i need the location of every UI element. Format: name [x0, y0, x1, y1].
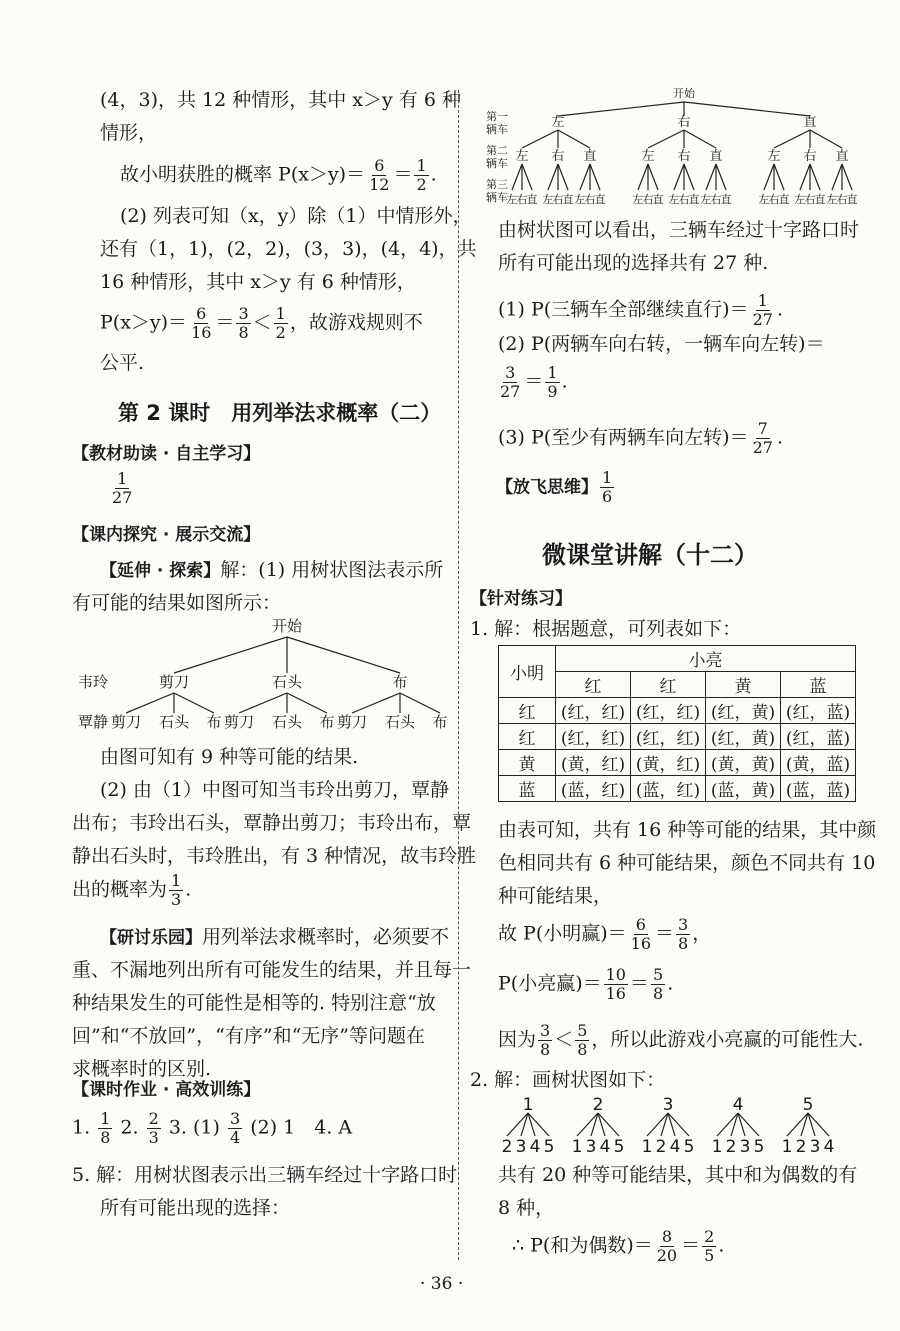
tree-leaf: 3 — [585, 1137, 597, 1157]
tree-branch — [174, 637, 287, 673]
compare-text: 因为 — [498, 1028, 537, 1051]
row-header: 红 — [499, 724, 556, 750]
tree-root: 4 — [732, 1095, 744, 1115]
left-line-6: 16 种情形，其中 x＞y 有 6 种情形， — [100, 271, 416, 293]
prob-text: (1) P(三辆车全部继续直行)＝ — [498, 298, 749, 321]
tree-leaf: 右 — [584, 193, 596, 206]
tree-leaf: 4 — [669, 1137, 681, 1157]
table-cell: (红，红) — [556, 698, 631, 724]
q2-line: 2. 解：画树状图如下： — [470, 1069, 666, 1091]
fraction: $\frac{7}{27}$ — [752, 419, 773, 457]
tree-leaf: 剪刀 — [336, 713, 368, 731]
tree-row-label: 覃静 — [78, 713, 109, 731]
tree-node: 直 — [835, 149, 849, 164]
tree-branch — [684, 102, 810, 116]
tree-branch — [774, 164, 784, 190]
tree-root: 开始 — [673, 87, 695, 100]
prob-text: ∴ P(和为偶数)＝ — [512, 1234, 653, 1257]
fraction: $\frac{1}{27}$ — [752, 291, 773, 329]
fraction: $\frac{5}{8}$ — [653, 965, 664, 1003]
table-row — [499, 750, 856, 776]
discussion-label: 【研讨乐园】 — [100, 928, 202, 948]
para-1: 由图可知有 9 种等可能的结果. — [100, 746, 359, 768]
discussion-line-1 — [100, 925, 449, 950]
answer-label: 2. — [120, 1116, 139, 1139]
tree-leaf: 左 — [700, 193, 712, 206]
col-header: 红 — [556, 672, 631, 698]
tree-leaf: 右 — [552, 193, 564, 206]
fraction: $\frac{6}{12}$ — [369, 156, 390, 194]
tree-leaf: 左 — [542, 193, 554, 206]
tree-branch — [400, 693, 440, 713]
tree-node: 石头 — [271, 673, 303, 691]
table-cell: (黄，黄) — [706, 750, 781, 776]
tree-leaf: 直 — [814, 193, 826, 206]
fly-thinking — [496, 469, 616, 506]
fraction: $\frac{2}{5}$ — [704, 1227, 715, 1265]
tree-branch — [674, 164, 684, 190]
tree-branch — [684, 130, 716, 148]
tree-row-label: 第三 — [486, 178, 508, 191]
tree-leaf: 3 — [515, 1137, 527, 1157]
para-4: 静出石头时，韦玲胜出，有 3 种情况，故韦玲胜 — [72, 845, 477, 867]
tree-leaf: 1 — [571, 1137, 583, 1157]
tree-row-label: 第一 — [486, 110, 508, 123]
tree-branch — [706, 164, 716, 190]
tree-leaf: 右 — [642, 193, 654, 206]
table-row — [499, 776, 856, 802]
table-cell: (红，红) — [631, 724, 706, 750]
tree-root: 5 — [802, 1095, 814, 1115]
row-header: 红 — [499, 698, 556, 724]
tree-leaf: 2 — [795, 1137, 807, 1157]
tree-leaf: 5 — [543, 1137, 555, 1157]
column-divider — [458, 90, 459, 1260]
table-cell: (黄，红) — [556, 750, 631, 776]
tree-leaf: 右 — [678, 193, 690, 206]
tree-leaf: 直 — [526, 193, 538, 206]
table-cell: (蓝，红) — [631, 776, 706, 802]
tree-branch — [126, 693, 174, 713]
tree-leaf: 右 — [516, 193, 528, 206]
tree-branch — [764, 164, 774, 190]
tree-leaf: 布 — [206, 713, 222, 731]
tree-leaf: 左 — [668, 193, 680, 206]
tree-leaf: 右 — [710, 193, 722, 206]
tree-node: 剪刀 — [158, 673, 190, 691]
tree-leaf: 左 — [758, 193, 770, 206]
right-line-1: 由树状图可以看出，三辆车经过十字路口时 — [498, 219, 860, 241]
q5-line-2: 所有可能出现的选择： — [100, 1197, 291, 1219]
fraction: $\frac{6}{16}$ — [630, 915, 652, 953]
discussion-line-3: 种结果发生的可能性是相等的. 特别注意“放 — [72, 992, 436, 1014]
table-cell: (红，黄) — [706, 698, 781, 724]
tree-leaf: 直 — [652, 193, 664, 206]
tree-leaf: 左 — [794, 193, 806, 206]
para-5: 出的概率为 $\frac{1}{3}$ . — [72, 871, 192, 909]
col-header: 红 — [631, 672, 706, 698]
tree-leaf: 3 — [739, 1137, 751, 1157]
formula-text: P(x＞y)＝ — [100, 311, 188, 334]
tree-branch — [580, 164, 590, 190]
tree-leaf: 左 — [826, 193, 838, 206]
fly-label: 【放飞思维】 — [496, 477, 598, 498]
summary-line-5: P(小亮赢)＝ $\frac{10}{16}$ ＝ $\frac{5}{8}$ . — [498, 965, 674, 1003]
tree-branch — [648, 164, 658, 190]
table-cell: (黄，红) — [631, 750, 706, 776]
formula-text: ，故游戏规则不 — [289, 311, 423, 334]
tree-branch — [174, 693, 214, 713]
tree-leaf: 直 — [562, 193, 574, 206]
tree-leaf: 直 — [688, 193, 700, 206]
discussion-line-2: 重、不漏地列出所有可能发生的结果，并且每一 — [72, 959, 472, 981]
tree-branch — [512, 164, 522, 190]
tree-node: 左 — [767, 149, 781, 164]
tree-branch — [558, 164, 568, 190]
tree-root: 开始 — [271, 617, 303, 635]
answers-row — [72, 1110, 352, 1147]
prob-text: P(小亮赢)＝ — [498, 972, 602, 995]
tree-branch — [842, 164, 852, 190]
fraction: $\frac{1}{6}$ — [602, 468, 613, 506]
answer-label: (2) 1 4. A — [250, 1116, 353, 1139]
tree-leaf: 1 — [781, 1137, 793, 1157]
tree-leaf: 右 — [836, 193, 848, 206]
tree-leaf: 4 — [823, 1137, 835, 1157]
tree-row-label: 辆车 — [486, 157, 508, 170]
table-cell: (红，红) — [631, 698, 706, 724]
tree-branch — [522, 130, 558, 148]
tree-branch — [800, 164, 810, 190]
discussion-line-5: 求概率时的区别. — [72, 1058, 212, 1080]
left-line-1: (4，3)，共 12 种情形，其中 x＞y 有 6 种 — [100, 89, 461, 111]
tree-branch — [716, 164, 726, 190]
summary-line-2: 色相同共有 6 种可能结果，颜色不同共有 10 — [498, 852, 876, 874]
tree-leaf: 直 — [778, 193, 790, 206]
row-header: 蓝 — [499, 776, 556, 802]
tree-branch — [239, 693, 287, 713]
fraction: $\frac{6}{16}$ — [191, 304, 212, 342]
left-line-4: (2) 列表可知（x，y）除（1）中情形外， — [120, 205, 472, 227]
table-top-header: 小亮 — [556, 646, 856, 672]
tree-row-label: 韦玲 — [78, 673, 109, 691]
row-header: 黄 — [499, 750, 556, 776]
heading-homework: 【课时作业 · 高效训练】 — [72, 1080, 261, 1100]
tree-branch — [684, 164, 694, 190]
heading-practice: 【针对练习】 — [470, 589, 572, 609]
q5-line-1: 5. 解：用树状图表示出三辆车经过十字路口时 — [72, 1164, 458, 1186]
tree-row-label: 辆车 — [486, 123, 508, 136]
tree-node: 右 — [677, 149, 691, 164]
tree-leaf: 5 — [683, 1137, 695, 1157]
tree-root: 2 — [592, 1095, 604, 1115]
fraction: $\frac{3}{27}$ — [500, 363, 521, 401]
tree-branch — [774, 130, 810, 148]
col-header: 蓝 — [781, 672, 856, 698]
tree-leaf: 2 — [501, 1137, 513, 1157]
summary-line-3: 种可能结果， — [498, 885, 613, 907]
tree-root: 3 — [662, 1095, 674, 1115]
tree-branch — [287, 693, 327, 713]
tree-branch — [810, 130, 842, 148]
section-title: 第 2 课时 用列举法求概率（二） — [118, 401, 442, 425]
sum-tree-lines — [500, 1096, 860, 1156]
left-line-7: P(x＞y)＝ $\frac{6}{16}$ ＝ $\frac{3}{8}$ ＜ $\frac{1}{2}$ ，故游戏规则不 — [100, 304, 423, 342]
answer-label: 3. (1) — [168, 1116, 220, 1139]
tree-node: 布 — [392, 673, 408, 691]
col-header: 黄 — [706, 672, 781, 698]
tree-node: 左 — [551, 115, 565, 130]
summary-line-1: 由表可知，共有 16 种等可能的结果，其中颜 — [498, 819, 877, 841]
tree-leaf: 4 — [529, 1137, 541, 1157]
lecture-title: 微课堂讲解（十二） — [542, 541, 758, 569]
fraction: $\frac{1}{3}$ — [171, 871, 182, 909]
extension-label: 【延伸 · 探索】 — [100, 561, 221, 581]
table-cell: (红，黄) — [706, 724, 781, 750]
fraction: $\frac{3}{8}$ — [678, 915, 689, 953]
left-line-3: 故小明获胜的概率 P(x＞y)＝ $\frac{6}{12}$ ＝ $\frac{1}{2}$ . — [120, 156, 437, 194]
tree-leaf: 1 — [641, 1137, 653, 1157]
tree-branch — [522, 164, 532, 190]
tree-leaf: 石头 — [384, 713, 416, 731]
tree-leaf: 5 — [753, 1137, 765, 1157]
tree-diagram-rps — [70, 615, 455, 735]
fraction: $\frac{3}{4}$ — [229, 1109, 241, 1147]
tree-node: 右 — [803, 149, 817, 164]
tree-leaf: 直 — [594, 193, 606, 206]
discussion-text: 用列举法求概率时，必须要不 — [202, 926, 450, 948]
table-row — [499, 698, 856, 724]
tree-branch — [810, 164, 820, 190]
fraction: $\frac{1}{2}$ — [416, 156, 427, 194]
tree-leaf: 石头 — [271, 713, 303, 731]
heading-explore: 【课内探究 · 展示交流】 — [72, 525, 261, 545]
tree-leaf: 1 — [711, 1137, 723, 1157]
tree-branch — [590, 164, 600, 190]
tree-branch — [648, 130, 684, 148]
tree-leaf: 右 — [804, 193, 816, 206]
answer-label: 1. — [72, 1116, 91, 1139]
answer-fraction — [108, 470, 136, 507]
table-row — [499, 724, 856, 750]
tree-leaf: 石头 — [158, 713, 190, 731]
tree-leaf: 左 — [574, 193, 586, 206]
extension-line-2: 有可能的结果如图所示： — [72, 592, 282, 614]
summary-line-6: 因为 $\frac{3}{8}$ ＜ $\frac{5}{8}$ ，所以此游戏小亮赢的可能性大. — [498, 1021, 864, 1059]
fraction: $\frac{2}{3}$ — [148, 1109, 159, 1147]
para-5-text: 出的概率为 — [72, 878, 168, 901]
result-line-3: ∴ P(和为偶数)＝ $\frac{8}{20}$ ＝ $\frac{2}{5}$ . — [512, 1227, 725, 1265]
tree-leaf: 布 — [432, 713, 448, 731]
fraction: $\frac{1}{9}$ — [547, 363, 558, 401]
tree-leaf: 右 — [768, 193, 780, 206]
tree-node: 右 — [551, 149, 565, 164]
tree-node: 左 — [515, 149, 529, 164]
table-cell: (黄，蓝) — [781, 750, 856, 776]
tree-row-label: 第二 — [486, 144, 508, 157]
left-line-5: 还有（1，1)，(2，2)，(3，3)，(4，4)，共 — [100, 238, 477, 260]
left-line-8: 公平. — [100, 352, 145, 374]
table-cell: (蓝，黄) — [706, 776, 781, 802]
tree-leaf: 直 — [846, 193, 858, 206]
tree-leaf: 左 — [632, 193, 644, 206]
tree-leaf: 4 — [599, 1137, 611, 1157]
tree-branch — [832, 164, 842, 190]
result-line-1: 共有 20 种等可能结果，其中和为偶数的有 — [498, 1164, 858, 1186]
tree-leaf: 剪刀 — [223, 713, 255, 731]
right-line-6: (3) P(至少有两辆车向左转)＝ $\frac{7}{27}$ . — [498, 419, 783, 457]
table-cell: (红，蓝) — [781, 698, 856, 724]
fraction: $\frac{5}{8}$ — [577, 1021, 588, 1059]
tree-root: 1 — [522, 1095, 534, 1115]
table-corner: 小明 — [499, 646, 556, 698]
tree-node: 直 — [803, 115, 817, 130]
para-3: 出布；韦玲出石头，覃静出剪刀；韦玲出布，覃 — [72, 812, 472, 834]
page-number: · 36 · — [420, 1274, 464, 1294]
tree-leaf: 3 — [809, 1137, 821, 1157]
right-line-3: (1) P(三辆车全部继续直行)＝ $\frac{1}{27}$ . — [498, 291, 783, 329]
table-cell: (蓝，红) — [556, 776, 631, 802]
heading-textbook: 【教材助读 · 自主学习】 — [72, 444, 261, 464]
tree-leaf: 5 — [613, 1137, 625, 1157]
q1-line: 1. 解：根据题意，可列表如下： — [470, 618, 742, 640]
right-line-4: (2) P(两辆车向右转，一辆车向左转)＝ — [498, 333, 825, 355]
tree-branch — [558, 130, 590, 148]
summary-line-4: 故 P(小明赢)＝ $\frac{6}{16}$ ＝ $\frac{3}{8}$ ， — [498, 915, 712, 953]
tree-leaf: 左 — [506, 193, 518, 206]
tree-leaf: 剪刀 — [110, 713, 142, 731]
para-2: (2) 由（1）中图可知当韦玲出剪刀，覃静 — [100, 779, 450, 801]
extension-text: 解：(1) 用树状图法表示所 — [220, 559, 444, 581]
tree-leaf: 2 — [725, 1137, 737, 1157]
discussion-line-4: 回”和“不放回”，“有序”和“无序”等问题在 — [72, 1025, 425, 1047]
right-line-2: 所有可能出现的选择共有 27 种. — [498, 252, 769, 274]
fraction: $\frac{1}{27}$ — [112, 469, 133, 507]
tree-node: 直 — [583, 149, 597, 164]
tree-branch — [638, 164, 648, 190]
prob-text: 故 P(小明赢)＝ — [498, 922, 627, 945]
tree-leaf: 2 — [655, 1137, 667, 1157]
formula-text: 故小明获胜的概率 P(x＞y)＝ — [120, 163, 366, 186]
tree-node: 左 — [641, 149, 655, 164]
tree-row-label: 辆车 — [486, 191, 508, 204]
tree-diagram-cars — [484, 86, 858, 208]
tree-branch — [558, 102, 684, 116]
right-line-5: $\frac{3}{27}$ ＝ $\frac{1}{9}$ . — [500, 363, 568, 401]
compare-text: ，所以此游戏小亮赢的可能性大. — [591, 1028, 864, 1051]
fraction: $\frac{1}{2}$ — [275, 304, 286, 342]
extension-line-1 — [100, 558, 443, 583]
fraction: $\frac{1}{8}$ — [100, 1109, 111, 1147]
result-table — [498, 645, 856, 802]
fraction: $\frac{3}{8}$ — [540, 1021, 551, 1059]
tree-node: 右 — [677, 115, 691, 130]
prob-text: (3) P(至少有两辆车向左转)＝ — [498, 426, 749, 449]
tree-leaf: 布 — [319, 713, 335, 731]
sum-trees — [500, 1096, 860, 1156]
tree-branch — [548, 164, 558, 190]
tree-branch — [352, 693, 400, 713]
tree-leaf: 直 — [720, 193, 732, 206]
result-line-2: 8 种， — [498, 1197, 555, 1219]
fraction: $\frac{3}{8}$ — [238, 304, 249, 342]
left-line-2: 情形， — [100, 122, 158, 144]
table-cell: (红，红) — [556, 724, 631, 750]
table-cell: (红，蓝) — [781, 724, 856, 750]
fraction: $\frac{10}{16}$ — [605, 965, 626, 1003]
fraction: $\frac{8}{20}$ — [656, 1227, 678, 1265]
tree-node: 直 — [709, 149, 723, 164]
table-cell: (蓝，蓝) — [781, 776, 856, 802]
tree-branch — [287, 637, 400, 673]
